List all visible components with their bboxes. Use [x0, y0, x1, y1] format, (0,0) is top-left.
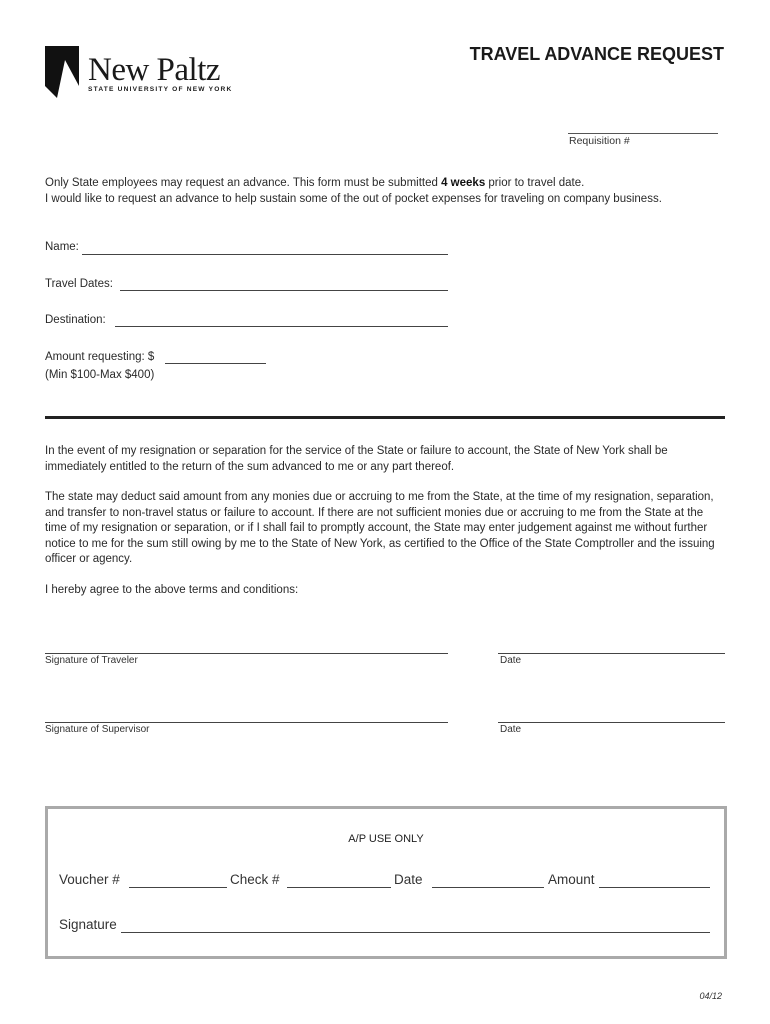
ap-date-label: Date — [394, 872, 423, 887]
amount-range-note: (Min $100-Max $400) — [45, 369, 155, 381]
page-title: TRAVEL ADVANCE REQUEST — [469, 44, 724, 64]
travel-dates-label: Travel Dates: — [45, 278, 113, 290]
voucher-input-line[interactable] — [129, 887, 227, 888]
ap-signature-input-line[interactable] — [121, 932, 710, 933]
supervisor-signature-label: Signature of Supervisor — [45, 724, 150, 735]
traveler-date-line[interactable] — [498, 653, 725, 654]
supervisor-date-label: Date — [500, 724, 522, 735]
form-revision-date: 04/12 — [699, 991, 722, 1001]
intro-text — [45, 175, 662, 207]
intro-line-1: Only State employees may request an advance. This form must be submitted 4 weeks prior to travel date. — [45, 177, 585, 189]
destination-label: Destination: — [45, 314, 106, 326]
destination-input-line[interactable] — [115, 326, 448, 327]
terms-paragraph-1: In the event of my resignation or separation for the service of the State or failure to account, the State of New York shall be immediately entitled to the return of the sum advanced to me or any part thereof. — [45, 445, 668, 473]
logo-name: New Paltz — [88, 52, 221, 88]
ap-box-title: A/P USE ONLY — [348, 833, 424, 845]
traveler-signature-line[interactable] — [45, 653, 448, 654]
requisition-label: Requisition # — [569, 135, 630, 147]
logo-subtitle: STATE UNIVERSITY OF NEW YORK — [88, 86, 233, 93]
deadline-emphasis: 4 weeks — [441, 177, 486, 189]
voucher-label: Voucher # — [59, 872, 120, 887]
ap-signature-label: Signature — [59, 917, 117, 932]
amount-label: Amount requesting: $ — [45, 351, 155, 363]
supervisor-date-line[interactable] — [498, 722, 725, 723]
ap-amount-input-line[interactable] — [599, 887, 710, 888]
name-input-line[interactable] — [82, 254, 448, 255]
section-divider — [45, 416, 725, 419]
ap-amount-label: Amount — [548, 872, 595, 887]
requisition-input-line[interactable] — [568, 133, 718, 134]
amount-input-line[interactable] — [165, 363, 266, 364]
supervisor-signature-line[interactable] — [45, 722, 448, 723]
terms-paragraph-2: The state may deduct said amount from any monies due or accruing to me from the State, at the time of my resignation, separation, and transfer to non-travel status or failure to account. If there are not sufficient monies due or accruing to me from the State at the time of my resignation or separation, or if I shall fail to promptly account, the State may enter judgement against me without further notice to me for the sum still owing by me to the State of New York, as certified to the Office of the State Comptroller and the issuing officer or agency. — [45, 491, 715, 566]
check-input-line[interactable] — [287, 887, 391, 888]
traveler-signature-label: Signature of Traveler — [45, 655, 138, 666]
check-label: Check # — [230, 872, 280, 887]
ap-use-only-box — [45, 806, 727, 959]
intro-line-2: I would like to request an advance to help sustain some of the out of pocket expenses for traveling on company business. — [45, 193, 662, 205]
name-label: Name: — [45, 241, 79, 253]
ap-date-input-line[interactable] — [432, 887, 544, 888]
traveler-date-label: Date — [500, 655, 522, 666]
travel-dates-input-line[interactable] — [120, 290, 448, 291]
new-paltz-logo-icon — [45, 46, 79, 98]
agreement-statement: I hereby agree to the above terms and conditions: — [45, 584, 299, 596]
